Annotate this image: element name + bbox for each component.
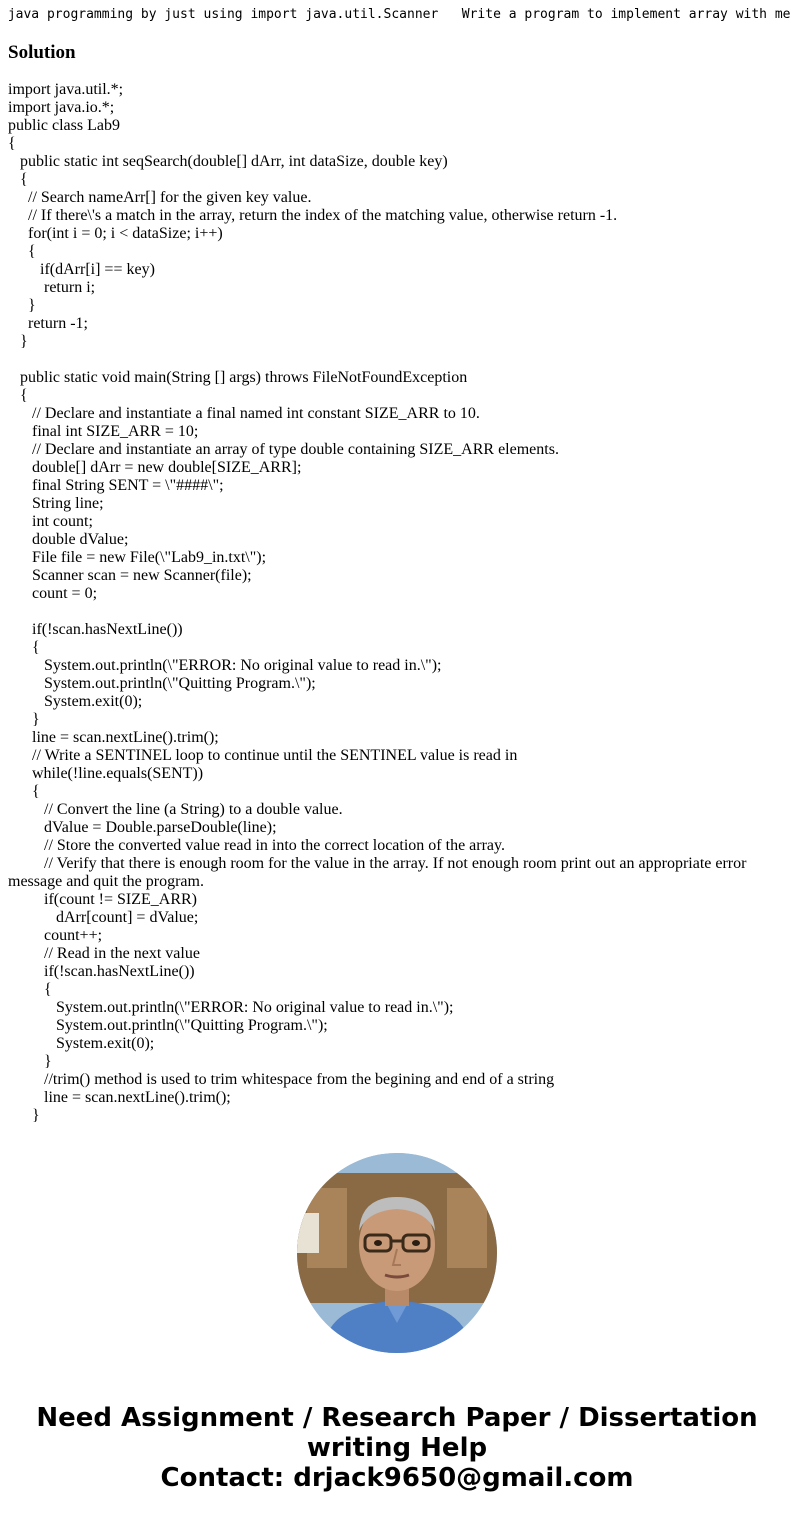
code-line: while(!line.equals(SENT))	[8, 765, 204, 782]
solution-heading: Solution	[8, 42, 76, 63]
code-line: final String SENT = \"####\";	[8, 477, 224, 494]
promo-contact-email: Contact: drjack9650@gmail.com	[160, 1463, 634, 1493]
code-line: String line;	[8, 495, 104, 512]
code-line: dValue = Double.parseDouble(line);	[8, 819, 277, 836]
code-line: System.out.println(\"Quitting Program.\");	[8, 675, 316, 692]
code-line: // Read in the next value	[8, 945, 200, 962]
code-line: {	[8, 243, 36, 260]
question-text: java programming by just using import java.util.Scanner Write a program to implement array with me	[0, 7, 791, 22]
code-line: {	[8, 639, 40, 656]
code-line: count++;	[8, 927, 103, 944]
code-line: // Search nameArr[] for the given key value.	[8, 189, 312, 206]
code-line: // Write a SENTINEL loop to continue until the SENTINEL value is read in	[8, 747, 518, 764]
code-line: import java.io.*;	[8, 99, 115, 116]
code-line: }	[8, 1053, 52, 1070]
code-line: File file = new File(\"Lab9_in.txt\");	[8, 549, 267, 566]
code-line: {	[8, 783, 40, 800]
code-line: {	[8, 135, 16, 152]
code-line: // Store the converted value read in into the correct location of the array.	[8, 837, 505, 854]
code-line: System.out.println(\"ERROR: No original value to read in.\");	[8, 999, 454, 1016]
code-line: import java.util.*;	[8, 81, 124, 98]
promo-line-assignment: Need Assignment / Research Paper / Dissertation	[36, 1403, 758, 1433]
code-block	[8, 81, 786, 1125]
code-line: // Declare and instantiate a final named int constant SIZE_ARR to 10.	[8, 405, 480, 422]
code-line: dArr[count] = dValue;	[8, 909, 199, 926]
code-line	[8, 351, 786, 369]
code-line: double[] dArr = new double[SIZE_ARR];	[8, 459, 302, 476]
code-line: double dValue;	[8, 531, 129, 548]
code-line: }	[8, 297, 36, 314]
promo-line-help: writing Help	[306, 1433, 488, 1463]
code-line: }	[8, 1107, 40, 1124]
code-line: if(!scan.hasNextLine())	[8, 621, 183, 638]
promo-banner	[0, 1403, 794, 1493]
code-line: return -1;	[8, 315, 88, 332]
person-photo-icon	[297, 1153, 497, 1353]
code-line: //trim() method is used to trim whitespace from the begining and end of a string	[8, 1071, 555, 1088]
code-line: public static int seqSearch(double[] dArr, int dataSize, double key)	[8, 153, 448, 170]
code-line	[8, 603, 786, 621]
code-line: line = scan.nextLine().trim();	[8, 1089, 231, 1106]
code-line: {	[8, 981, 52, 998]
code-line: return i;	[8, 279, 96, 296]
code-line: {	[8, 387, 28, 404]
code-line: public static void main(String [] args) throws FileNotFoundException	[8, 369, 468, 386]
code-line: System.out.println(\"ERROR: No original value to read in.\");	[8, 657, 442, 674]
code-line: }	[8, 333, 28, 350]
code-line: if(dArr[i] == key)	[8, 261, 155, 278]
code-line: for(int i = 0; i < dataSize; i++)	[8, 225, 223, 242]
code-line: System.exit(0);	[8, 1035, 155, 1052]
code-line: System.out.println(\"Quitting Program.\");	[8, 1017, 328, 1034]
code-line: line = scan.nextLine().trim();	[8, 729, 219, 746]
author-avatar	[297, 1153, 497, 1353]
code-line: if(!scan.hasNextLine())	[8, 963, 195, 980]
code-line: System.exit(0);	[8, 693, 143, 710]
code-line: final int SIZE_ARR = 10;	[8, 423, 199, 440]
code-line: {	[8, 171, 28, 188]
code-line: // Verify that there is enough room for the value in the array. If not enough room print out an appropriate error message and quit the program.	[8, 855, 751, 890]
code-line: count = 0;	[8, 585, 98, 602]
code-line: }	[8, 711, 40, 728]
code-line: if(count != SIZE_ARR)	[8, 891, 197, 908]
code-line: int count;	[8, 513, 93, 530]
code-line: public class Lab9	[8, 117, 120, 134]
code-line: // Convert the line (a String) to a double value.	[8, 801, 343, 818]
code-line: // If there\'s a match in the array, return the index of the matching value, otherwise return -1.	[8, 207, 618, 224]
code-line: Scanner scan = new Scanner(file);	[8, 567, 252, 584]
code-line: // Declare and instantiate an array of type double containing SIZE_ARR elements.	[8, 441, 559, 458]
